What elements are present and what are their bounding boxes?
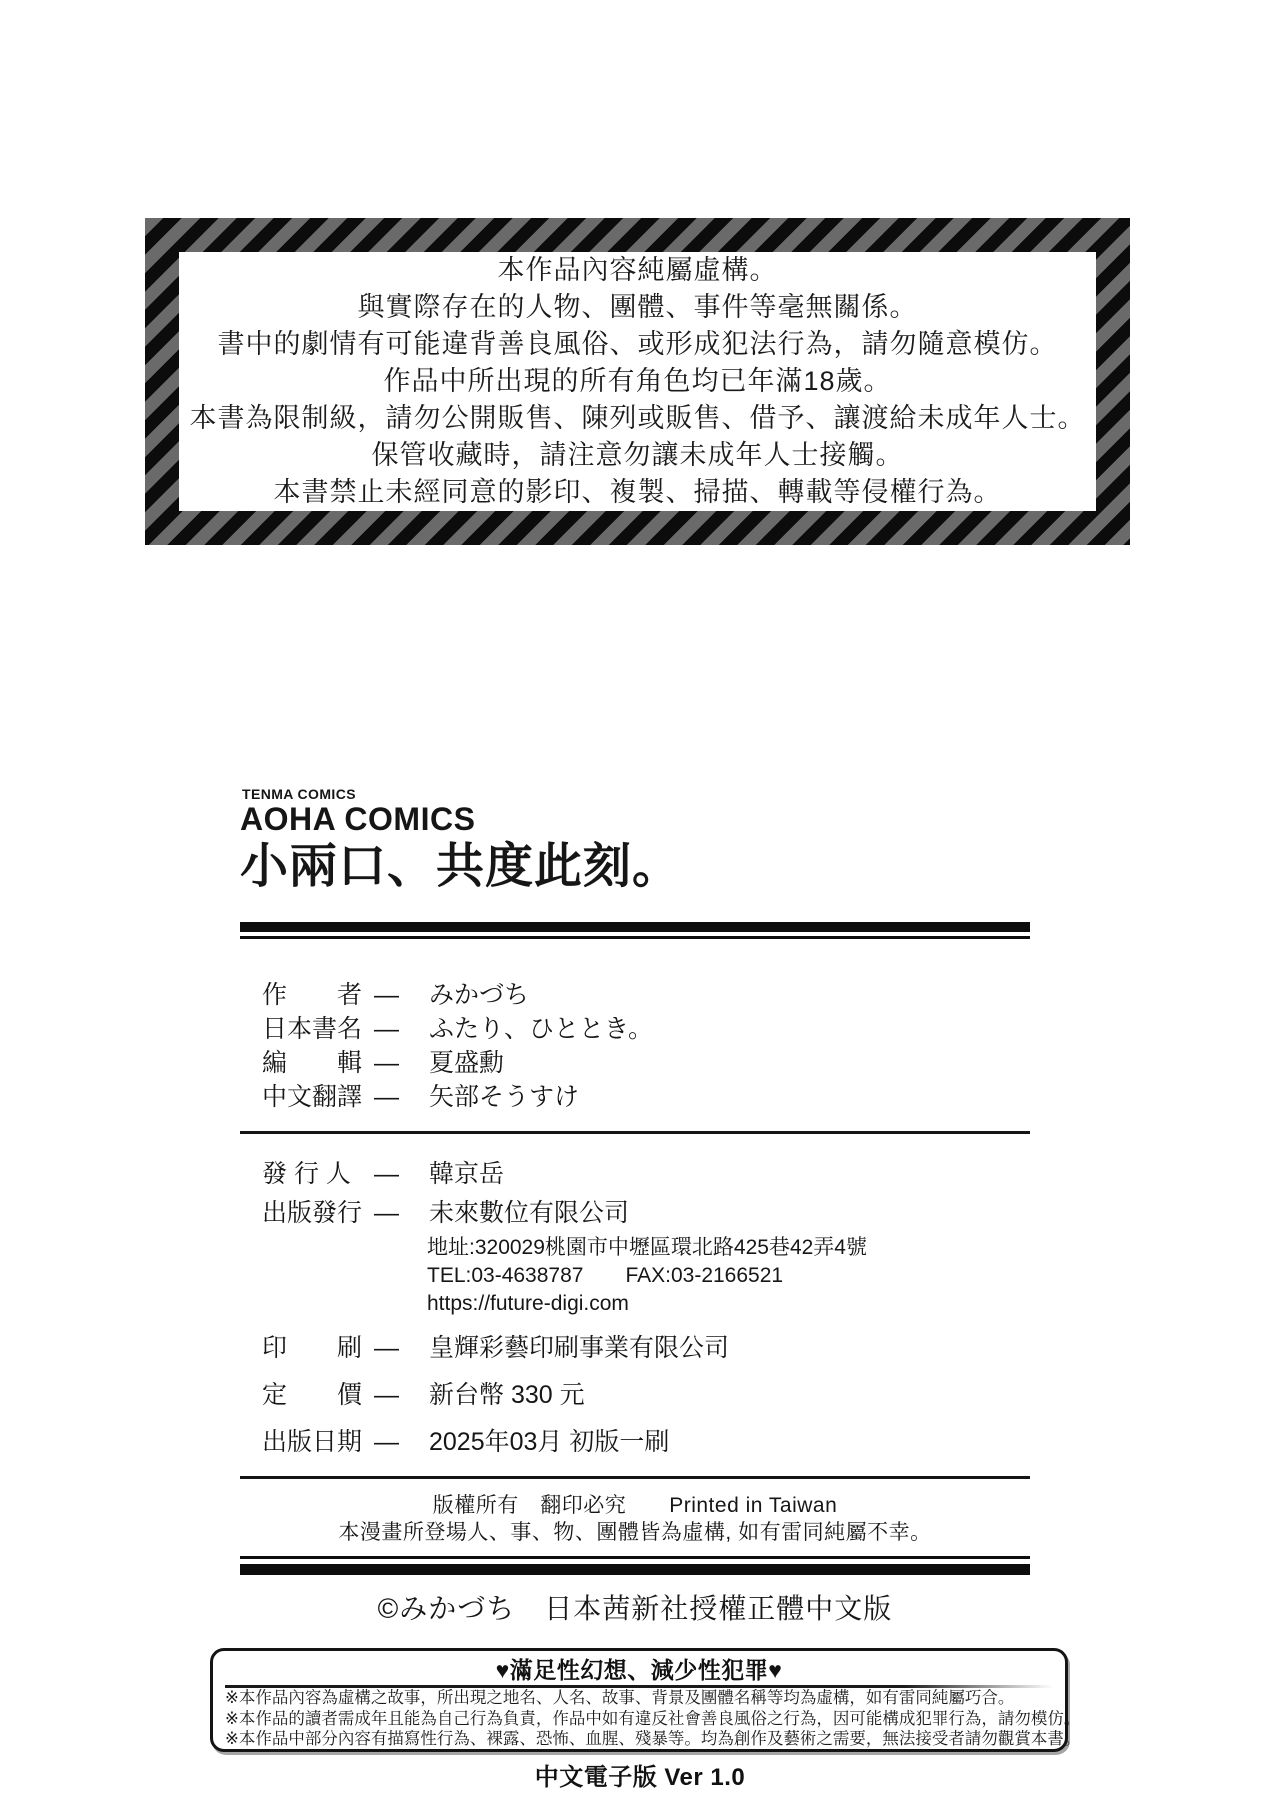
section-divider	[240, 1131, 1030, 1134]
warning-line-5: 本書為限制級，請勿公開販售、陳列或販售、借予、讓渡給未成年人士。	[189, 403, 1086, 433]
publisher-details	[262, 1234, 1030, 1318]
content-warning-inner	[179, 252, 1096, 511]
publish-label: 出版日期	[262, 1428, 363, 1456]
publisher-row-printer	[262, 1331, 1030, 1365]
publish-dash: —	[374, 1334, 399, 1362]
credit-label: 編 輯	[262, 1049, 363, 1077]
credit-value: みかづち	[429, 981, 530, 1009]
book-title: 小兩口、共度此刻。	[240, 840, 682, 893]
title-rule-thick	[240, 922, 1030, 932]
copyright-credit-line: ©みかづち 日本茜新社授權正體中文版	[377, 1593, 893, 1624]
publisher-row-pub-date	[262, 1425, 1030, 1459]
colophon-block	[240, 786, 1030, 1627]
credit-dash: —	[374, 1049, 399, 1077]
credit-dash: —	[374, 1015, 399, 1043]
credit-label: 作 者	[262, 981, 363, 1009]
publish-value: 2025年03月 初版一刷	[429, 1428, 670, 1456]
publish-label: 定 價	[262, 1381, 363, 1409]
footer-rule-thick	[240, 1564, 1030, 1575]
credits-section	[240, 978, 1030, 1114]
publisher-tel-fax: TEL:03-4638787 FAX:03-2166521	[427, 1264, 784, 1287]
adult-notice-box	[210, 1648, 1081, 1752]
warning-line-6: 保管收藏時，請注意勿讓未成年人士接觸。	[371, 440, 904, 470]
publish-label: 印 刷	[262, 1334, 363, 1362]
publish-label: 發 行 人	[262, 1160, 351, 1188]
warning-line-7: 本書禁止未經同意的影印、複製、掃描、轉載等侵權行為。	[273, 477, 1002, 507]
publisher-address: 地址:320029桃園市中壢區環北路425巷42弄4號	[427, 1236, 867, 1259]
publisher-url: https://future-digi.com	[427, 1292, 629, 1315]
notice-line-1: ※本作品內容為虛構之故事，所出現之地名、人名、故事、背景及團體名稱等均為虛構，如有雷同純屬巧合。	[225, 1689, 1015, 1707]
credit-label: 日本書名	[262, 1015, 363, 1043]
credit-row-author	[262, 978, 1030, 1012]
footer-rule-thin	[240, 1556, 1030, 1559]
credit-label: 中文翻譯	[262, 1083, 363, 1111]
publish-value: 未來數位有限公司	[429, 1199, 630, 1227]
notice-line-3: ※本作品中部分內容有描寫性行為、裸露、恐怖、血腥、殘暴等。均為創作及藝術之需要，無法接受者請勿觀賞本書。	[225, 1730, 1081, 1748]
publisher-row-issuer	[262, 1157, 1030, 1191]
credit-row-jp-title	[262, 1012, 1030, 1046]
publisher-row-company	[262, 1196, 1030, 1230]
warning-line-3: 書中的劇情有可能違背善良風俗、或形成犯法行為，請勿隨意模仿。	[217, 329, 1058, 359]
warning-line-1: 本作品內容純屬虛構。	[497, 255, 778, 285]
credit-value: 夏盛勳	[429, 1049, 505, 1077]
content-warning-box	[145, 218, 1130, 545]
notice-line-2: ※本作品的讀者需成年且能為自己行為負責，作品中如有違反社會善良風俗之行為，因可能構成犯罪行為，請勿模仿。	[225, 1709, 1081, 1728]
section-divider	[240, 1476, 1030, 1479]
publish-dash: —	[374, 1428, 399, 1456]
publisher-row-price	[262, 1378, 1030, 1412]
warning-line-4: 作品中所出現的所有角色均已年滿18歲。	[383, 366, 892, 396]
publish-value: 韓京岳	[429, 1160, 505, 1188]
aoha-comics-logo: AOHA COMICS	[240, 801, 476, 837]
fiction-disclaimer-line: 本漫畫所登場人、事、物、團體皆為虛構, 如有雷同純屬不幸。	[338, 1521, 932, 1544]
publishing-section	[240, 1157, 1030, 1459]
rights-line: 版權所有 翻印必究 Printed in Taiwan	[432, 1494, 838, 1517]
credit-dash: —	[374, 981, 399, 1009]
notice-title: ♥滿足性幻想、減少性犯罪♥	[495, 1657, 783, 1683]
warning-line-2: 與實際存在的人物、團體、事件等毫無關係。	[357, 292, 918, 322]
tenma-comics-label: TENMA COMICS	[242, 786, 356, 802]
credit-row-translator	[262, 1080, 1030, 1114]
credit-dash: —	[374, 1083, 399, 1111]
title-rule-thin	[240, 936, 1030, 939]
publish-dash: —	[374, 1199, 399, 1227]
publish-label: 出版發行	[262, 1199, 363, 1227]
credit-row-editor	[262, 1046, 1030, 1080]
publish-value: 新台幣 330 元	[429, 1381, 585, 1409]
publish-dash: —	[374, 1160, 399, 1188]
credit-value: 矢部そうすけ	[429, 1083, 580, 1111]
publish-dash: —	[374, 1381, 399, 1409]
credit-value: ふたり、ひととき。	[429, 1015, 654, 1043]
publish-value: 皇輝彩藝印刷事業有限公司	[429, 1334, 730, 1362]
edition-version-line: 中文電子版 Ver 1.0	[534, 1764, 746, 1791]
